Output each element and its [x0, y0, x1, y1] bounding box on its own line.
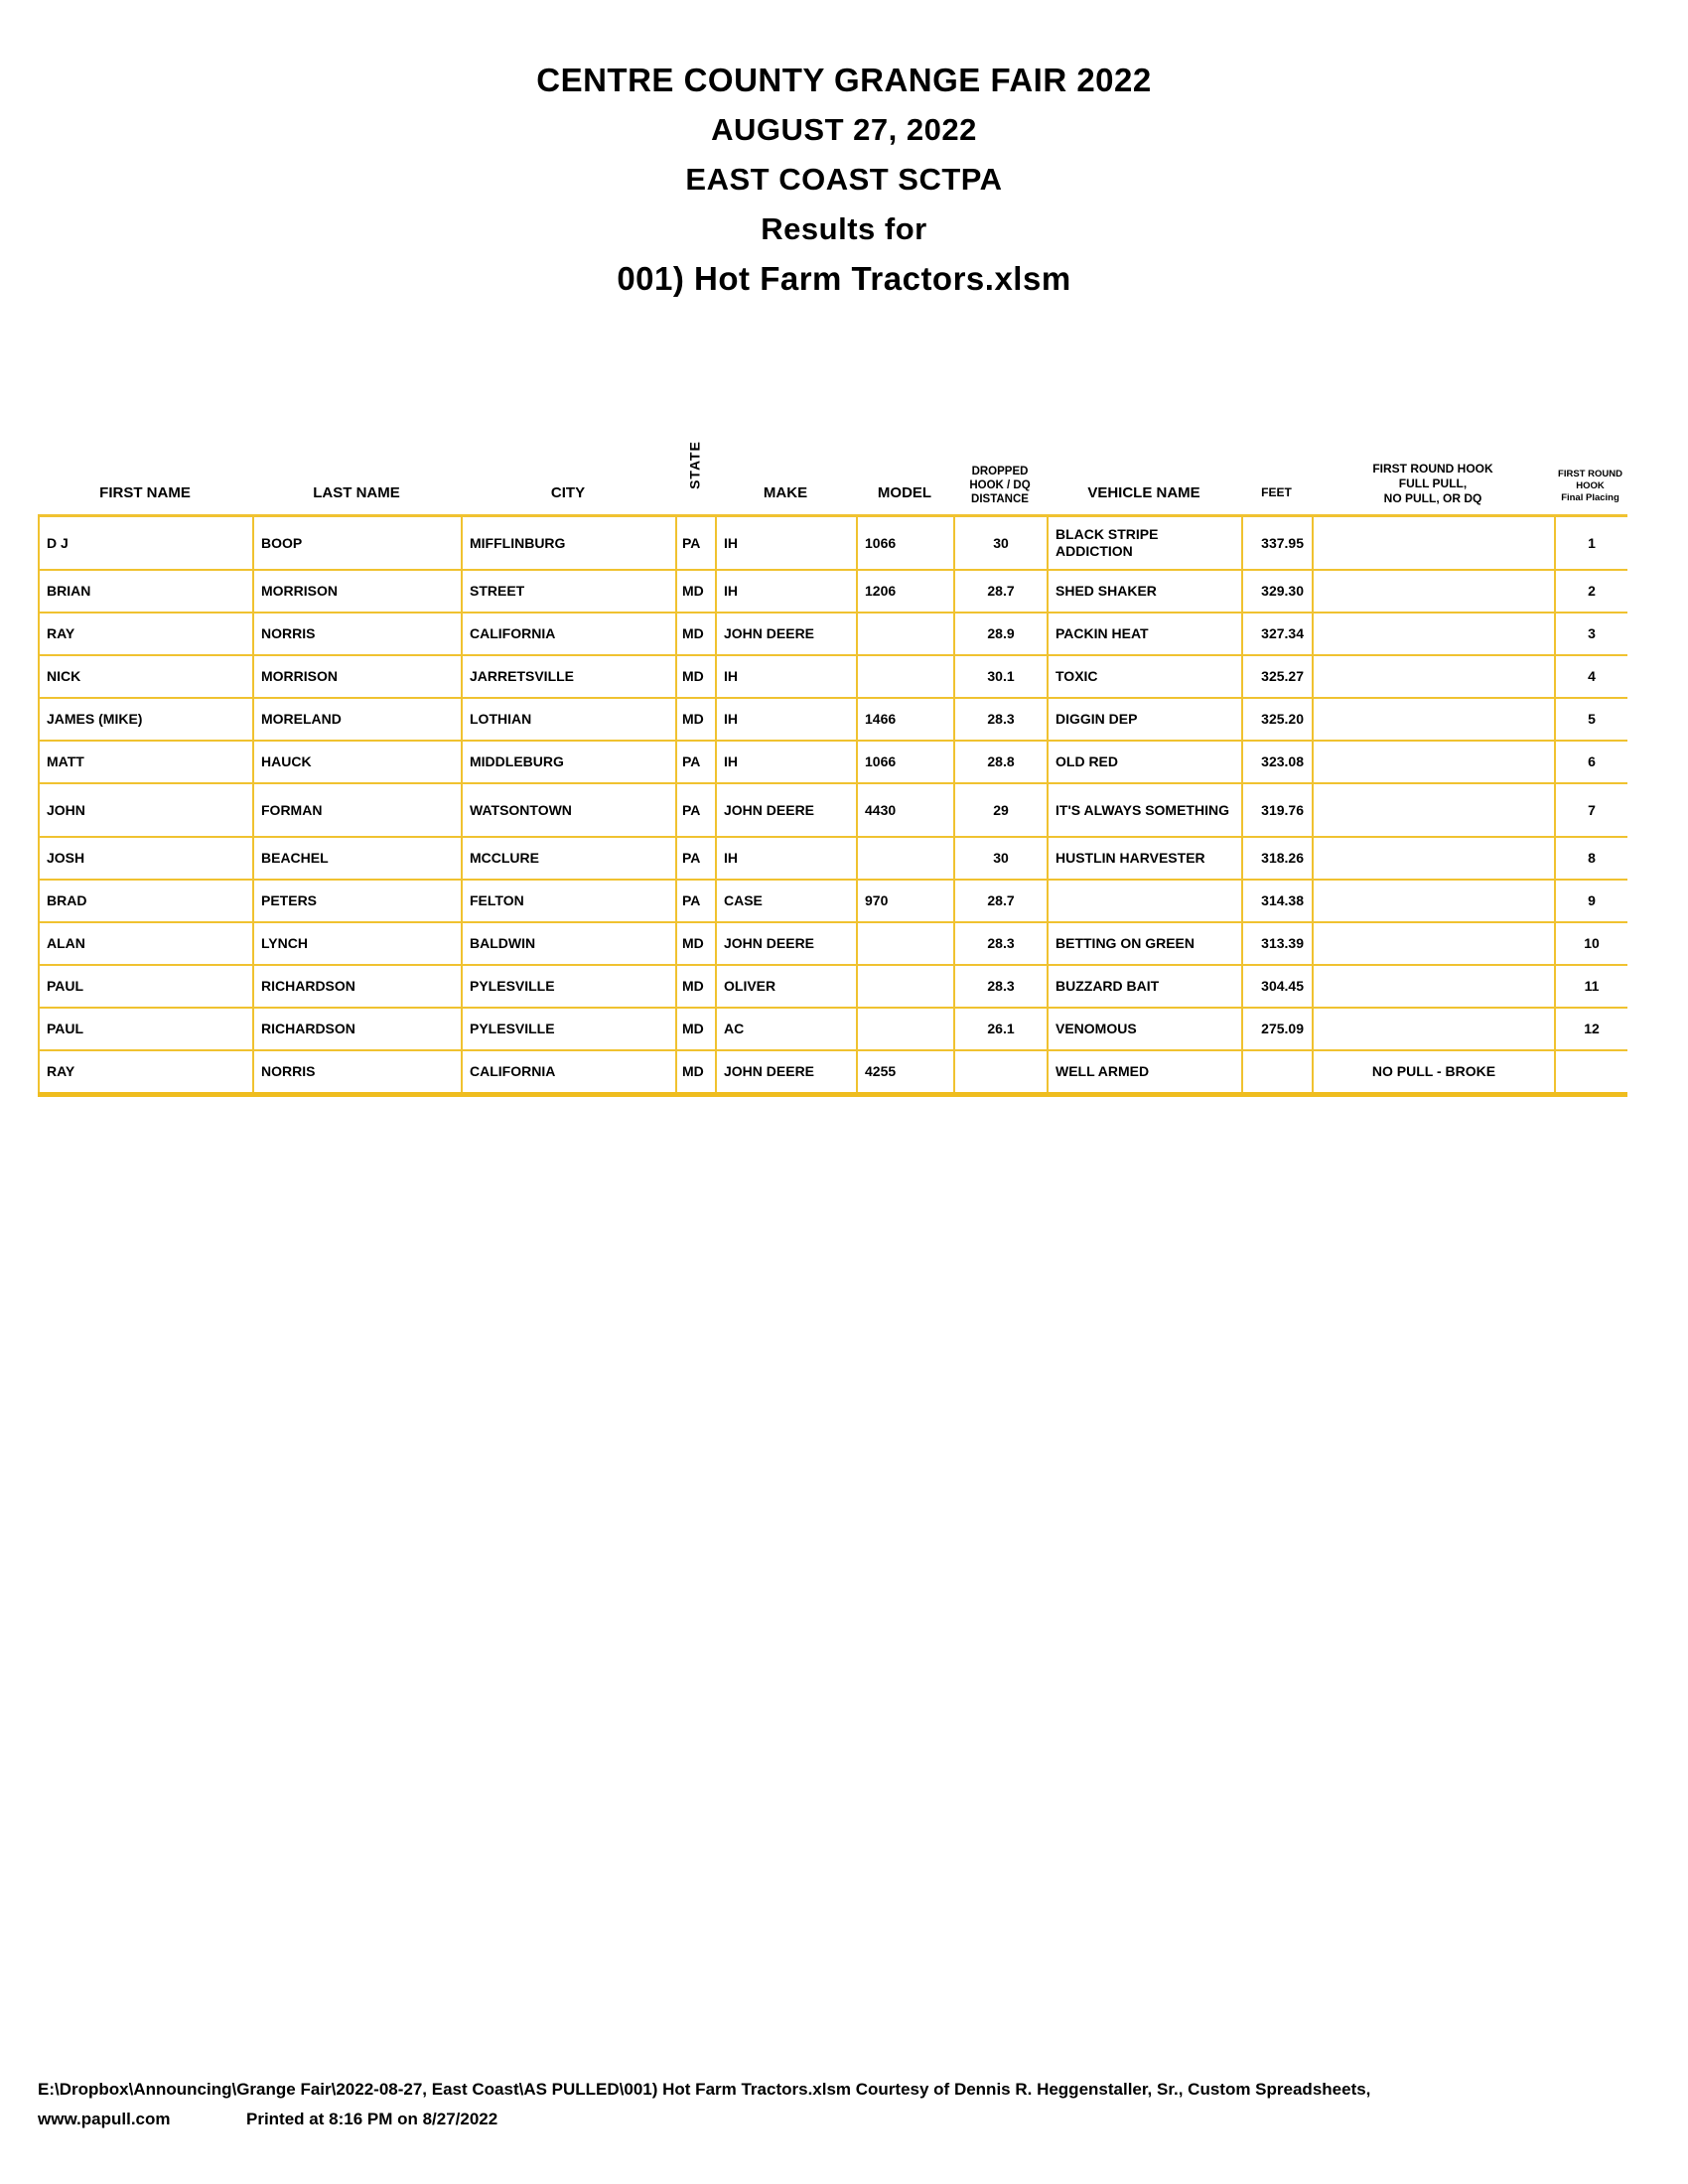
cell-feet: 327.34	[1242, 613, 1313, 655]
header-dropped-line1: DROPPED	[971, 466, 1029, 478]
cell-model	[857, 922, 954, 965]
header-dropped-line3: DISTANCE	[971, 493, 1029, 505]
cell-feet: 319.76	[1242, 783, 1313, 837]
header-city: CITY	[550, 484, 586, 501]
cell-feet: 325.20	[1242, 698, 1313, 741]
cell-dropped: 30	[954, 516, 1048, 571]
event-title: CENTRE COUNTY GRANGE FAIR 2022	[536, 62, 1152, 98]
header-placing-line2: HOOK	[1576, 480, 1605, 491]
cell-last-name: NORRIS	[253, 1050, 462, 1095]
cell-state: MD	[676, 613, 716, 655]
cell-city: STREET	[462, 570, 676, 613]
cell-dropped	[954, 1050, 1048, 1095]
table-row	[39, 783, 1627, 837]
cell-dropped: 28.3	[954, 965, 1048, 1008]
cell-make: IH	[716, 698, 857, 741]
cell-state: MD	[676, 1050, 716, 1095]
cell-model	[857, 1008, 954, 1050]
cell-hook-result: NO PULL - BROKE	[1313, 1050, 1555, 1095]
cell-dropped: 30.1	[954, 655, 1048, 698]
cell-dropped: 29	[954, 783, 1048, 837]
cell-vehicle: TOXIC	[1048, 655, 1242, 698]
cell-vehicle: BLACK STRIPE ADDICTION	[1048, 516, 1242, 571]
cell-first-name: RAY	[39, 1050, 253, 1095]
cell-make: IH	[716, 741, 857, 783]
organization-name: EAST COAST SCTPA	[685, 162, 1003, 197]
cell-feet: 313.39	[1242, 922, 1313, 965]
table-row	[39, 1050, 1627, 1095]
cell-hook-result	[1313, 516, 1555, 571]
cell-make: JOHN DEERE	[716, 1050, 857, 1095]
page-footer	[38, 2075, 1370, 2134]
cell-placing: 8	[1555, 837, 1627, 880]
cell-state: MD	[676, 570, 716, 613]
header-hook-line3: NO PULL, OR DQ	[1383, 491, 1482, 505]
cell-model: 1466	[857, 698, 954, 741]
results-for-label: Results for	[761, 211, 927, 246]
cell-model: 1066	[857, 516, 954, 571]
cell-make: IH	[716, 570, 857, 613]
cell-hook-result	[1313, 922, 1555, 965]
cell-feet: 323.08	[1242, 741, 1313, 783]
cell-last-name: RICHARDSON	[253, 1008, 462, 1050]
cell-first-name: JOHN	[39, 783, 253, 837]
cell-vehicle: IT'S ALWAYS SOMETHING	[1048, 783, 1242, 837]
cell-hook-result	[1313, 570, 1555, 613]
cell-state: MD	[676, 1008, 716, 1050]
table-row	[39, 741, 1627, 783]
cell-model: 1206	[857, 570, 954, 613]
table-row	[39, 922, 1627, 965]
cell-feet: 304.45	[1242, 965, 1313, 1008]
cell-first-name: BRAD	[39, 880, 253, 922]
footer-printed-timestamp: Printed at 8:16 PM on 8/27/2022	[246, 2110, 498, 2128]
cell-make: JOHN DEERE	[716, 922, 857, 965]
cell-state: PA	[676, 837, 716, 880]
cell-vehicle: VENOMOUS	[1048, 1008, 1242, 1050]
cell-dropped: 30	[954, 837, 1048, 880]
cell-first-name: JAMES (MIKE)	[39, 698, 253, 741]
cell-first-name: NICK	[39, 655, 253, 698]
cell-hook-result	[1313, 741, 1555, 783]
cell-state: MD	[676, 965, 716, 1008]
cell-city: CALIFORNIA	[462, 1050, 676, 1095]
cell-feet: 314.38	[1242, 880, 1313, 922]
cell-first-name: RAY	[39, 613, 253, 655]
cell-dropped: 28.7	[954, 880, 1048, 922]
cell-last-name: RICHARDSON	[253, 965, 462, 1008]
cell-last-name: MORRISON	[253, 570, 462, 613]
cell-placing: 2	[1555, 570, 1627, 613]
cell-last-name: MORRISON	[253, 655, 462, 698]
cell-last-name: MORELAND	[253, 698, 462, 741]
header-hook-line1: FIRST ROUND HOOK	[1372, 462, 1493, 476]
cell-placing: 7	[1555, 783, 1627, 837]
footer-website: www.papull.com	[38, 2110, 171, 2128]
cell-first-name: D J	[39, 516, 253, 571]
cell-placing: 9	[1555, 880, 1627, 922]
header-last-name: LAST NAME	[313, 484, 400, 501]
cell-placing: 1	[1555, 516, 1627, 571]
cell-vehicle: WELL ARMED	[1048, 1050, 1242, 1095]
cell-make: JOHN DEERE	[716, 783, 857, 837]
cell-state: PA	[676, 741, 716, 783]
cell-model: 4255	[857, 1050, 954, 1095]
cell-placing: 4	[1555, 655, 1627, 698]
cell-hook-result	[1313, 698, 1555, 741]
table-header-row	[38, 415, 1626, 514]
cell-last-name: LYNCH	[253, 922, 462, 965]
cell-city: WATSONTOWN	[462, 783, 676, 837]
cell-city: MCCLURE	[462, 837, 676, 880]
cell-dropped: 28.9	[954, 613, 1048, 655]
cell-vehicle: DIGGIN DEP	[1048, 698, 1242, 741]
cell-feet: 329.30	[1242, 570, 1313, 613]
cell-model	[857, 655, 954, 698]
cell-make: AC	[716, 1008, 857, 1050]
header-model: MODEL	[877, 484, 932, 501]
cell-first-name: MATT	[39, 741, 253, 783]
cell-model: 970	[857, 880, 954, 922]
cell-feet: 325.27	[1242, 655, 1313, 698]
cell-make: IH	[716, 516, 857, 571]
cell-hook-result	[1313, 783, 1555, 837]
cell-last-name: NORRIS	[253, 613, 462, 655]
table-row	[39, 570, 1627, 613]
cell-city: FELTON	[462, 880, 676, 922]
footer-line2	[38, 2105, 1370, 2134]
cell-vehicle: OLD RED	[1048, 741, 1242, 783]
cell-make: CASE	[716, 880, 857, 922]
cell-first-name: PAUL	[39, 1008, 253, 1050]
table-row	[39, 613, 1627, 655]
cell-feet: 337.95	[1242, 516, 1313, 571]
cell-feet	[1242, 1050, 1313, 1095]
cell-state: PA	[676, 783, 716, 837]
footer-file-path: E:\Dropbox\Announcing\Grange Fair\2022-08-27, East Coast\AS PULLED\001) Hot Farm Tractors.xlsm Courtesy of Dennis R. Heggenstaller, Sr., Custom Spreadsheets,	[38, 2080, 1371, 2099]
cell-last-name: PETERS	[253, 880, 462, 922]
header-dropped-line2: HOOK / DQ	[969, 479, 1031, 491]
cell-city: LOTHIAN	[462, 698, 676, 741]
cell-first-name: JOSH	[39, 837, 253, 880]
cell-make: OLIVER	[716, 965, 857, 1008]
header-final-placing	[1554, 469, 1626, 514]
cell-placing: 3	[1555, 613, 1627, 655]
cell-hook-result	[1313, 837, 1555, 880]
cell-hook-result	[1313, 965, 1555, 1008]
event-date: AUGUST 27, 2022	[711, 112, 977, 147]
cell-last-name: FORMAN	[253, 783, 462, 837]
cell-last-name: BOOP	[253, 516, 462, 571]
cell-hook-result	[1313, 613, 1555, 655]
cell-placing	[1555, 1050, 1627, 1095]
cell-vehicle: BUZZARD BAIT	[1048, 965, 1242, 1008]
header-first-round-hook	[1312, 462, 1554, 514]
cell-model	[857, 965, 954, 1008]
header-make: MAKE	[763, 484, 808, 501]
header-feet: FEET	[1261, 485, 1292, 499]
cell-model	[857, 837, 954, 880]
cell-placing: 12	[1555, 1008, 1627, 1050]
cell-placing: 10	[1555, 922, 1627, 965]
cell-placing: 5	[1555, 698, 1627, 741]
cell-vehicle: SHED SHAKER	[1048, 570, 1242, 613]
cell-vehicle: BETTING ON GREEN	[1048, 922, 1242, 965]
cell-dropped: 26.1	[954, 1008, 1048, 1050]
table-row	[39, 655, 1627, 698]
cell-model	[857, 613, 954, 655]
cell-feet: 275.09	[1242, 1008, 1313, 1050]
cell-state: MD	[676, 655, 716, 698]
header-state-label: STATE	[686, 441, 703, 489]
cell-dropped: 28.3	[954, 698, 1048, 741]
cell-city: JARRETSVILLE	[462, 655, 676, 698]
cell-make: JOHN DEERE	[716, 613, 857, 655]
cell-state: PA	[676, 880, 716, 922]
cell-dropped: 28.3	[954, 922, 1048, 965]
cell-city: PYLESVILLE	[462, 1008, 676, 1050]
cell-model: 4430	[857, 783, 954, 837]
cell-vehicle: HUSTLIN HARVESTER	[1048, 837, 1242, 880]
cell-make: IH	[716, 655, 857, 698]
header-first-name: FIRST NAME	[99, 484, 191, 501]
cell-hook-result	[1313, 1008, 1555, 1050]
header-placing-line1: FIRST ROUND	[1558, 469, 1622, 479]
table-row	[39, 698, 1627, 741]
table-row	[39, 965, 1627, 1008]
header-state	[675, 401, 715, 514]
cell-vehicle: PACKIN HEAT	[1048, 613, 1242, 655]
header-dropped-hook	[953, 465, 1047, 514]
cell-city: BALDWIN	[462, 922, 676, 965]
header-hook-line2: FULL PULL,	[1398, 477, 1468, 490]
cell-dropped: 28.8	[954, 741, 1048, 783]
table-row	[39, 1008, 1627, 1050]
cell-state: PA	[676, 516, 716, 571]
table-row	[39, 516, 1627, 571]
header-placing-line3: Final Placing	[1561, 492, 1619, 503]
cell-state: MD	[676, 922, 716, 965]
table-row	[39, 837, 1627, 880]
cell-dropped: 28.7	[954, 570, 1048, 613]
title-block	[0, 56, 1688, 304]
cell-city: MIDDLEBURG	[462, 741, 676, 783]
cell-placing: 6	[1555, 741, 1627, 783]
cell-first-name: ALAN	[39, 922, 253, 965]
cell-city: MIFFLINBURG	[462, 516, 676, 571]
cell-first-name: PAUL	[39, 965, 253, 1008]
cell-vehicle	[1048, 880, 1242, 922]
cell-state: MD	[676, 698, 716, 741]
cell-first-name: BRIAN	[39, 570, 253, 613]
cell-model: 1066	[857, 741, 954, 783]
cell-city: CALIFORNIA	[462, 613, 676, 655]
cell-hook-result	[1313, 880, 1555, 922]
results-table	[38, 514, 1627, 1097]
table-row	[39, 880, 1627, 922]
cell-last-name: BEACHEL	[253, 837, 462, 880]
cell-city: PYLESVILLE	[462, 965, 676, 1008]
cell-hook-result	[1313, 655, 1555, 698]
class-file-name: 001) Hot Farm Tractors.xlsm	[617, 260, 1071, 297]
header-vehicle-name: VEHICLE NAME	[1087, 484, 1200, 501]
cell-feet: 318.26	[1242, 837, 1313, 880]
cell-last-name: HAUCK	[253, 741, 462, 783]
cell-placing: 11	[1555, 965, 1627, 1008]
cell-make: IH	[716, 837, 857, 880]
